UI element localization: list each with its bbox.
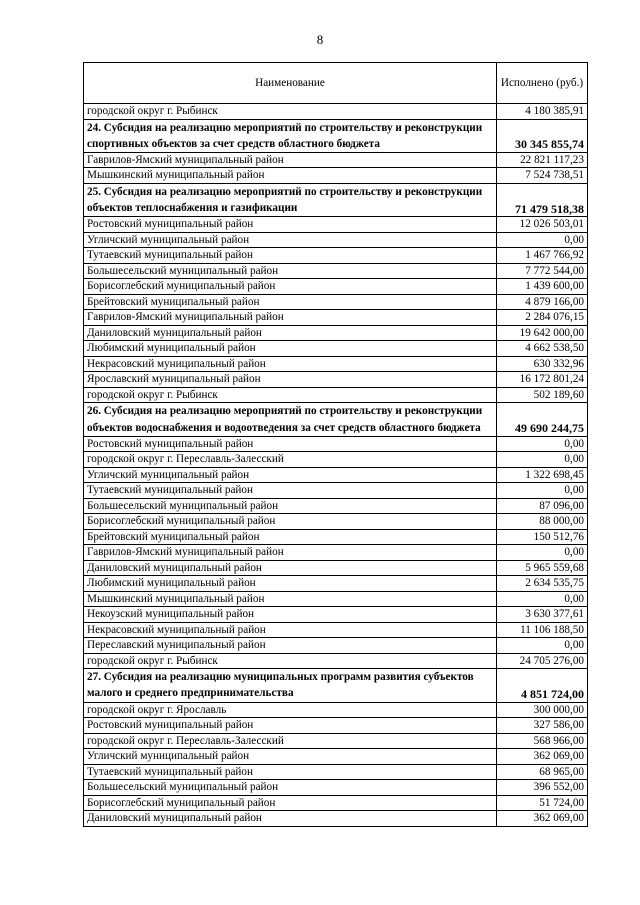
- row-name: Борисоглебский муниципальный район: [84, 514, 497, 530]
- budget-execution-table: [83, 62, 588, 827]
- row-value: 12 026 503,01: [497, 217, 588, 233]
- table-body: [84, 63, 588, 827]
- section-row: [84, 183, 588, 216]
- section-total: 4 851 724,00: [497, 669, 588, 702]
- row-name: Брейтовский муниципальный район: [84, 529, 497, 545]
- row-value: 1 467 766,92: [497, 248, 588, 264]
- row-name: Большесельский муниципальный район: [84, 263, 497, 279]
- row-value: 0,00: [497, 232, 588, 248]
- row-name: Некрасовский муниципальный район: [84, 356, 497, 372]
- row-value: 2 284 076,15: [497, 310, 588, 326]
- table-row: [84, 638, 588, 654]
- section-title: 27. Субсидия на реализацию муниципальных программ развития субъектов малого и среднего предпринимательства: [84, 669, 497, 702]
- row-name: Некоузский муниципальный район: [84, 607, 497, 623]
- row-value: 19 642 000,00: [497, 325, 588, 341]
- row-name: Ростовский муниципальный район: [84, 217, 497, 233]
- row-name: городской округ г. Ярославль: [84, 702, 497, 718]
- table-row: [84, 622, 588, 638]
- row-value: 502 189,60: [497, 387, 588, 403]
- row-name: Ростовский муниципальный район: [84, 718, 497, 734]
- table-row: [84, 718, 588, 734]
- table-row: [84, 498, 588, 514]
- row-value: 568 966,00: [497, 733, 588, 749]
- table-row: [84, 702, 588, 718]
- section-row: [84, 669, 588, 702]
- table-row: [84, 356, 588, 372]
- table-row: [84, 733, 588, 749]
- table-row: [84, 294, 588, 310]
- section-title: 26. Субсидия на реализацию мероприятий по строительству и реконструкции объектов водоснабжения и водоотведения за счет средств областного бюджета: [84, 403, 497, 436]
- row-name: Ярославский муниципальный район: [84, 372, 497, 388]
- row-value: 5 965 559,68: [497, 560, 588, 576]
- row-name: городской округ г. Рыбинск: [84, 104, 497, 120]
- table-row: [84, 795, 588, 811]
- table-row: [84, 232, 588, 248]
- row-value: 16 172 801,24: [497, 372, 588, 388]
- row-name: Угличский муниципальный район: [84, 749, 497, 765]
- table-row: [84, 263, 588, 279]
- table-row: [84, 217, 588, 233]
- table-row: [84, 310, 588, 326]
- row-value: 0,00: [497, 545, 588, 561]
- row-name: Угличский муниципальный район: [84, 232, 497, 248]
- row-name: Любимский муниципальный район: [84, 576, 497, 592]
- row-value: 1 439 600,00: [497, 279, 588, 295]
- table-row: [84, 529, 588, 545]
- table-row: [84, 591, 588, 607]
- table-row: [84, 452, 588, 468]
- header-value: Исполнено (руб.): [497, 63, 588, 104]
- row-value: 87 096,00: [497, 498, 588, 514]
- row-name: Даниловский муниципальный район: [84, 560, 497, 576]
- table-row: [84, 279, 588, 295]
- row-name: Переславский муниципальный район: [84, 638, 497, 654]
- table-row: [84, 341, 588, 357]
- table-row: [84, 387, 588, 403]
- row-name: Тутаевский муниципальный район: [84, 764, 497, 780]
- row-name: Брейтовский муниципальный район: [84, 294, 497, 310]
- row-value: 327 586,00: [497, 718, 588, 734]
- row-name: Гаврилов-Ямский муниципальный район: [84, 310, 497, 326]
- header-name: Наименование: [84, 63, 497, 104]
- table-row: [84, 467, 588, 483]
- table-row: [84, 168, 588, 184]
- table-row: [84, 483, 588, 499]
- row-name: Тутаевский муниципальный район: [84, 483, 497, 499]
- row-value: 3 630 377,61: [497, 607, 588, 623]
- row-value: 7 524 738,51: [497, 168, 588, 184]
- table-row: [84, 749, 588, 765]
- row-value: 4 180 385,91: [497, 104, 588, 120]
- row-value: 2 634 535,75: [497, 576, 588, 592]
- table-row: [84, 653, 588, 669]
- row-value: 300 000,00: [497, 702, 588, 718]
- table-row: [84, 780, 588, 796]
- row-value: 88 000,00: [497, 514, 588, 530]
- row-name: Борисоглебский муниципальный район: [84, 795, 497, 811]
- row-name: Некрасовский муниципальный район: [84, 622, 497, 638]
- row-name: Гаврилов-Ямский муниципальный район: [84, 545, 497, 561]
- page-number: 8: [316, 32, 324, 47]
- table-row: [84, 811, 588, 827]
- row-name: Большесельский муниципальный район: [84, 498, 497, 514]
- row-name: Борисоглебский муниципальный район: [84, 279, 497, 295]
- table-row: [84, 436, 588, 452]
- table-row: [84, 607, 588, 623]
- table-row: [84, 764, 588, 780]
- row-name: городской округ г. Переславль-Залесский: [84, 452, 497, 468]
- table-row: [84, 325, 588, 341]
- row-value: 4 662 538,50: [497, 341, 588, 357]
- row-value: 24 705 276,00: [497, 653, 588, 669]
- row-name: Мышкинский муниципальный район: [84, 591, 497, 607]
- row-name: Тутаевский муниципальный район: [84, 248, 497, 264]
- row-value: 0,00: [497, 638, 588, 654]
- table-row: [84, 560, 588, 576]
- row-name: Даниловский муниципальный район: [84, 811, 497, 827]
- row-name: городской округ г. Рыбинск: [84, 653, 497, 669]
- section-total: 30 345 855,74: [497, 119, 588, 152]
- row-name: Любимский муниципальный район: [84, 341, 497, 357]
- table-row: [84, 576, 588, 592]
- row-value: 0,00: [497, 483, 588, 499]
- row-value: 0,00: [497, 591, 588, 607]
- row-value: 51 724,00: [497, 795, 588, 811]
- table-row: [84, 248, 588, 264]
- row-name: городской округ г. Переславль-Залесский: [84, 733, 497, 749]
- table-row: [84, 104, 588, 120]
- section-row: [84, 403, 588, 436]
- table-row: [84, 152, 588, 168]
- row-value: 22 821 117,23: [497, 152, 588, 168]
- section-total: 71 479 518,38: [497, 183, 588, 216]
- row-value: 362 069,00: [497, 811, 588, 827]
- section-title: 25. Субсидия на реализацию мероприятий по строительству и реконструкции объектов теплоснабжения и газификации: [84, 183, 497, 216]
- row-value: 11 106 188,50: [497, 622, 588, 638]
- row-name: Угличский муниципальный район: [84, 467, 497, 483]
- row-name: Гаврилов-Ямский муниципальный район: [84, 152, 497, 168]
- table-row: [84, 514, 588, 530]
- row-value: 68 965,00: [497, 764, 588, 780]
- row-value: 150 512,76: [497, 529, 588, 545]
- section-row: [84, 119, 588, 152]
- row-value: 1 322 698,45: [497, 467, 588, 483]
- row-name: Большесельский муниципальный район: [84, 780, 497, 796]
- table-row: [84, 545, 588, 561]
- row-name: Ростовский муниципальный район: [84, 436, 497, 452]
- row-value: 0,00: [497, 452, 588, 468]
- section-title: 24. Субсидия на реализацию мероприятий по строительству и реконструкции спортивных объектов за счет средств областного бюджета: [84, 119, 497, 152]
- row-name: городской округ г. Рыбинск: [84, 387, 497, 403]
- row-value: 362 069,00: [497, 749, 588, 765]
- row-value: 630 332,96: [497, 356, 588, 372]
- section-total: 49 690 244,75: [497, 403, 588, 436]
- table-row: [84, 372, 588, 388]
- row-value: 7 772 544,00: [497, 263, 588, 279]
- table-header-row: [84, 63, 588, 104]
- row-value: 4 879 166,00: [497, 294, 588, 310]
- row-value: 396 552,00: [497, 780, 588, 796]
- row-name: Даниловский муниципальный район: [84, 325, 497, 341]
- row-name: Мышкинский муниципальный район: [84, 168, 497, 184]
- row-value: 0,00: [497, 436, 588, 452]
